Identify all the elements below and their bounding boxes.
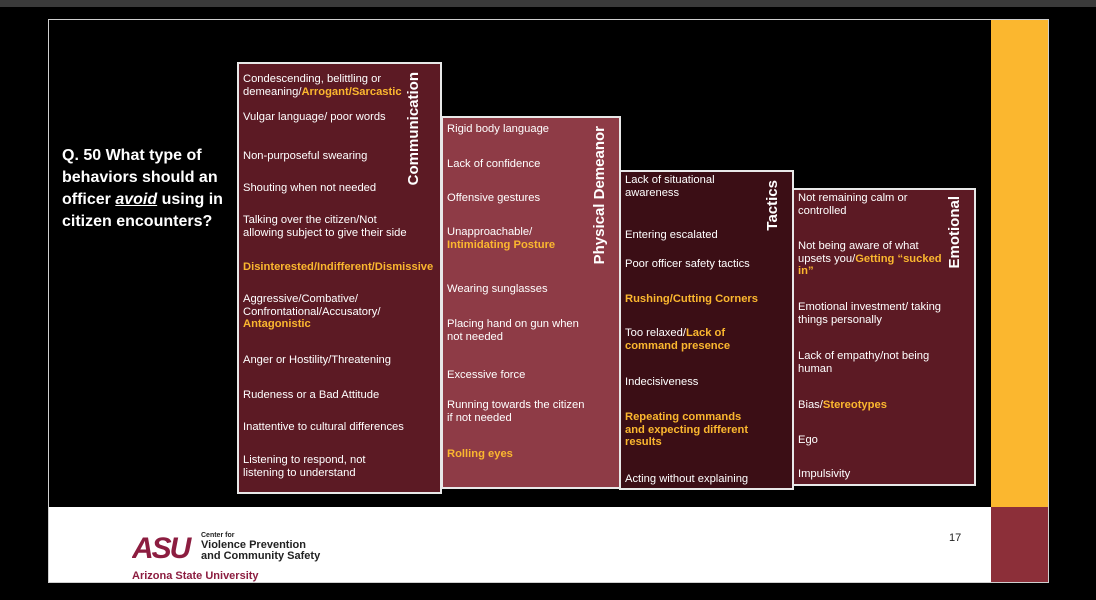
item-text: Lack of situational awareness [625,174,715,199]
behavior-item [625,174,760,199]
highlighted-text: Lack of command presence [625,327,731,352]
behavior-item [243,111,409,124]
behavior-item [243,150,409,163]
item-text: Emotional investment/ taking things personally [798,301,942,326]
behavior-item [625,327,760,352]
page-number: 17 [949,532,962,544]
slide [48,19,1049,583]
behavior-item [447,399,593,424]
behavior-item [243,293,409,331]
behavior-item [798,468,948,481]
highlighted-text: Rolling eyes [447,448,513,460]
item-text: Acting without explaining [625,473,749,485]
item-text: Ego [798,434,818,446]
behavior-item [625,293,760,306]
behavior-item [798,240,948,278]
behavior-item [243,421,409,434]
item-text: Lack of confidence [447,158,541,170]
item-text: Inattentive to cultural differences [243,421,404,433]
behavior-item [447,226,593,251]
item-text: Lack of empathy/not being human [798,350,930,375]
column-communication [237,62,442,494]
window-top-bar [0,0,1096,7]
item-text: Placing hand on gun when not needed [447,318,579,343]
item-text: Excessive force [447,369,526,381]
item-text: Not remaining calm or controlled [798,192,908,217]
behavior-item [243,182,409,195]
item-text: Impulsivity [798,468,851,480]
item-text: Aggressive/Combative/ Confrontational/Accusatory/ [243,293,381,318]
behavior-item [625,473,760,486]
center-name-line1: Violence Prevention [201,539,306,551]
behavior-item [447,158,593,171]
behavior-item [447,192,593,205]
behavior-item [243,73,409,98]
gold-side-bar [991,20,1049,507]
question-text: Q. 50 What type of behaviors should an officer avoid using in citizen encounters? [62,147,223,230]
column-physical-demeanor [441,116,621,489]
behavior-item [243,389,409,402]
item-text: Offensive gestures [447,192,541,204]
item-text: Poor officer safety tactics [625,258,750,270]
column-tactics [619,170,794,490]
behavior-item [798,301,948,326]
maroon-corner-tab [991,507,1049,583]
behavior-item [243,454,409,479]
item-text: Unapproachable/ [447,226,533,238]
behavior-item [798,350,948,375]
column-emotional [792,188,976,486]
item-text: Talking over the citizen/Not allowing subject to give their side [243,214,407,239]
highlighted-text: Antagonistic [243,318,311,330]
column-title: Communication [405,72,422,186]
item-text: Listening to respond, not listening to understand [243,454,366,479]
behavior-item [798,399,948,412]
highlighted-text: Arrogant/Sarcastic [301,85,402,98]
column-title: Tactics [764,180,781,231]
center-name-line2: and Community Safety [201,550,321,562]
asu-logo-text: ASU [132,532,190,562]
behavior-item [447,318,593,343]
item-text: Vulgar language/ poor words [243,111,386,123]
item-text: Shouting when not needed [243,182,377,194]
question-emphasis: avoid [115,191,158,208]
item-text: Entering escalated [625,229,718,241]
item-text: Condescending, belittling or demeaning/ [243,73,382,98]
behavior-item [243,354,409,367]
behavior-item [625,411,760,449]
highlighted-text: Getting “sucked in” [798,252,942,277]
behavior-item [447,283,593,296]
behavior-item [798,192,948,217]
university-name: Arizona State University [132,570,259,582]
item-text: Anger or Hostility/Threatening [243,354,391,366]
item-text: Not being aware of what upsets you/ [798,240,919,265]
item-text: Non-purposeful swearing [243,150,368,162]
column-title: Emotional [946,196,963,269]
behavior-item [447,448,593,461]
center-name-small: Center for [201,532,235,539]
behavior-item [243,261,434,274]
highlighted-text: Disinterested/Indifferent/Dismissive [243,261,434,273]
highlighted-text: Stereotypes [822,399,887,411]
item-text: Wearing sunglasses [447,283,548,295]
behavior-item [625,229,760,242]
behavior-item [447,123,593,136]
behavior-item [625,258,760,271]
item-text: Too relaxed/ [625,327,686,339]
item-text: Rigid body language [447,123,550,135]
item-text: Running towards the citizen if not needed [447,399,585,424]
behavior-item [798,434,948,447]
highlighted-text: Intimidating Posture [447,238,556,251]
column-title: Physical Demeanor [591,126,608,265]
item-text: Bias/ [798,399,823,411]
highlighted-text: Rushing/Cutting Corners [625,293,758,305]
behavior-item [625,376,760,389]
behavior-item [243,214,409,239]
item-text: Indecisiveness [625,376,699,388]
center-name [201,532,320,562]
highlighted-text: Repeating commands and expecting different results [625,411,749,448]
asu-logo [132,532,195,562]
behavior-item [447,369,593,382]
item-text: Rudeness or a Bad Attitude [243,389,380,401]
